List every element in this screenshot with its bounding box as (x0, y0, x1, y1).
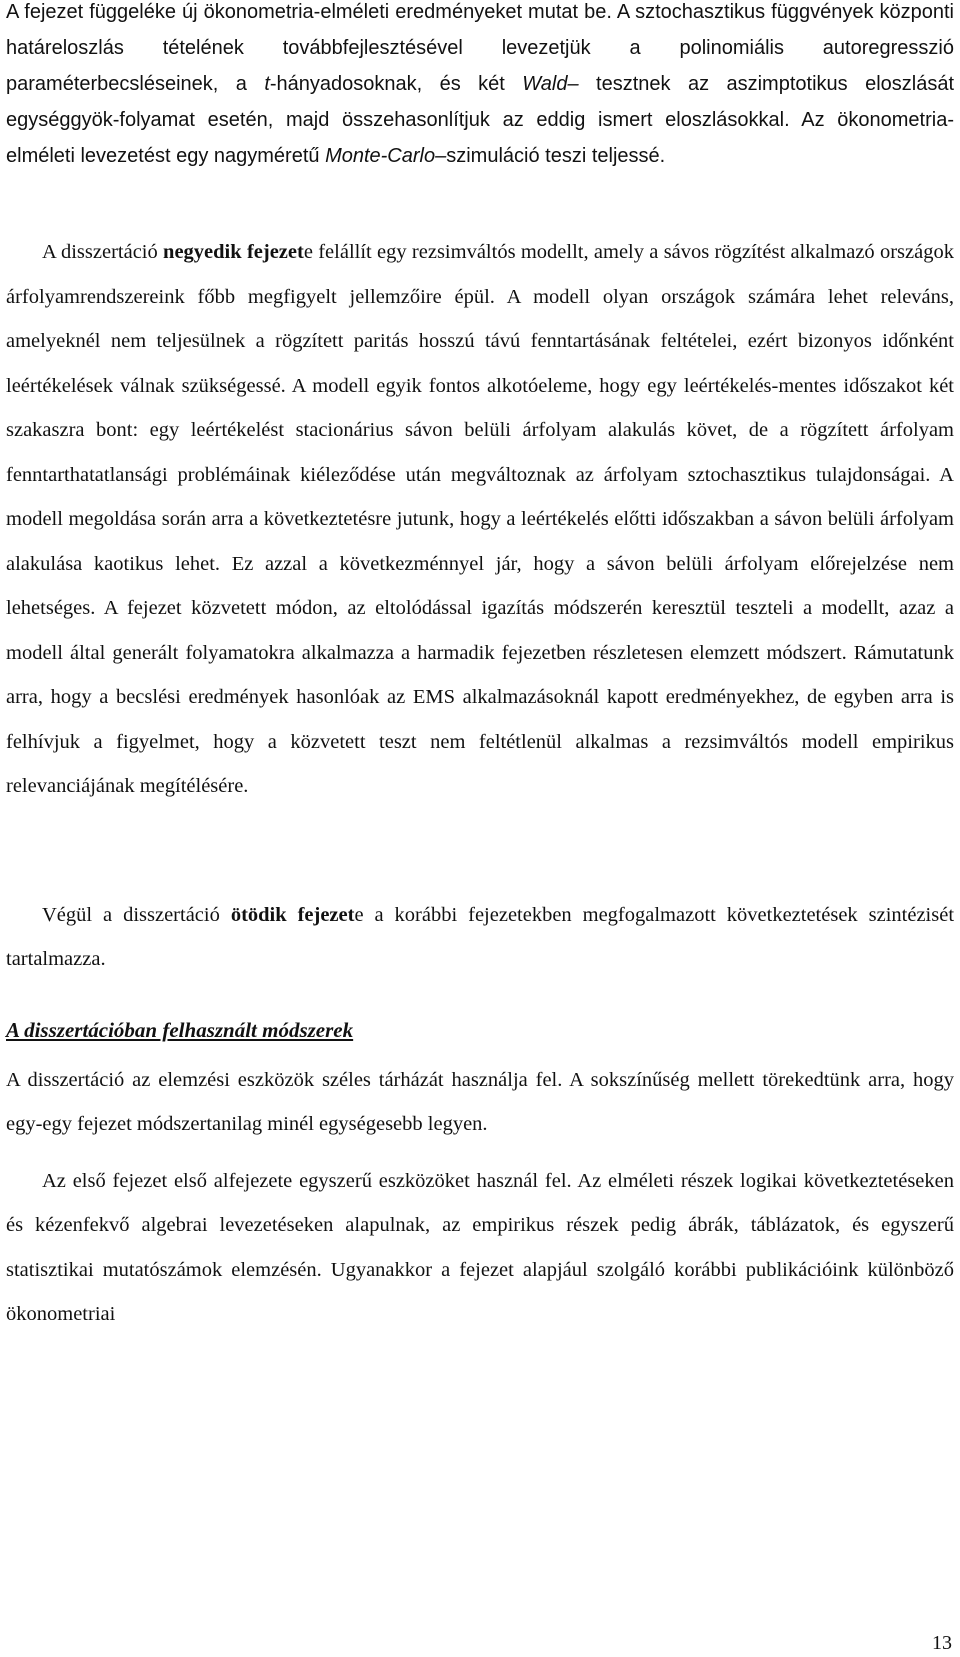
intro-paragraph (6, 0, 954, 174)
section-heading: A disszertációban felhasznált módszerek (6, 1017, 354, 1042)
page-number: 13 (932, 1632, 952, 1654)
chapter4-bold: negyedik fejezet (163, 241, 304, 263)
methods-paragraph-2: Az első fejezet első alfejezete egyszerű eszközöket használ fel. Az elméleti részek logikai következtetéseken és kézenfekvő algebrai levezetéseken alapulnak, az empirikus részek pedig ábrák, táblázatok, és egyszerű statisztikai mutatószámok elemzésén. Ugyanakkor a fejezet alapjául szolgáló korábbi publikációink különböző ökonometriai (6, 1169, 954, 1325)
chapter4-lead: A disszertáció (42, 241, 164, 263)
intro-wald-italic: Wald– (522, 73, 579, 95)
chapter4-rest: e felállít egy rezsimváltós modellt, amely a sávos rögzítést alkalmazó országok árfolyamrendszereink főbb megfigyelt jellemzőire épül. A modell olyan országok számára lehet releváns, amelyeknél nem teljesülnek a rögzített paritás hosszú távú fenntartásának feltételei, ezért bizonyos időnként leértékelések válnak szükségessé. A modell egyik fontos alkotóeleme, hogy egy leértékelés-mentes időszakot két szakaszra bont: egy leértékelést stacionárius sávon belüli árfolyam alakulás követ, de a rögzített árfolyam fenntarthatatlansági problémáinak kiéleződése után megváltoznak az árfolyam sztochasztikus tulajdonságai. A modell megoldása során arra a következtetésre jutunk, hogy a leértékelés előtti időszakban a sávon belüli árfolyam alakulása kaotikus lehet. Ez azzal a következménnyel jár, hogy a sávon belüli árfolyam előrejelzése nem lehetséges. A fejezet közvetett módon, az eltolódással igazítás módszerén keresztül teszteli a modellt, azaz a modell által generált folyamatokra alkalmazza a harmadik fejezetben részletesen elemzett módszert. Rámutatunk arra, hogy a becslési eredmények hasonlóak az EMS alkalmazásoknál kapott eredményekhez, de egyben arra is felhívjuk a figyelmet, hogy a közvetett teszt nem feltétlenül alkalmas a rezsimváltós modell empirikus relevanciájának megítélésére. (6, 241, 954, 797)
chapter4-paragraph (6, 230, 954, 809)
intro-text-4: szimuláció teszi teljessé. (446, 145, 666, 167)
methods-paragraph-1: A disszertáció az elemzési eszközök széles tárházát használja fel. A sokszínűség mellett törekedtünk arra, hogy egy-egy fejezet módszertanilag minél egységesebb legyen. (6, 1068, 954, 1135)
intro-text-2: -hányadosoknak, és két (269, 73, 523, 95)
intro-text-1: A fejezet függeléke új ökonometria-elméleti eredményeket mutat be. A sztochasztikus függvények központi határeloszlás tételének továbbfejlesztésével levezetjük a polinomiális autoregresszió paraméterbecsléseinek, a (6, 1, 954, 95)
chapter5-rest: e a korábbi fejezetekben megfogalmazott következtetések szintézisét tartalmazza. (6, 903, 955, 970)
chapter5-bold: ötödik fejezet (230, 903, 355, 926)
chapter5-lead: Végül a disszertáció (42, 903, 231, 926)
chapter5-paragraph (6, 893, 954, 982)
intro-text-3: tesztnek az aszimptotikus eloszlását egységgyök-folyamat esetén, majd összehasonlítjuk az eddig ismert eloszlásokkal. Az ökonometria-elméleti levezetést egy nagyméretű (6, 73, 955, 167)
intro-montecarlo-italic: Monte-Carlo– (325, 145, 447, 167)
intro-t-italic: t (264, 73, 270, 95)
